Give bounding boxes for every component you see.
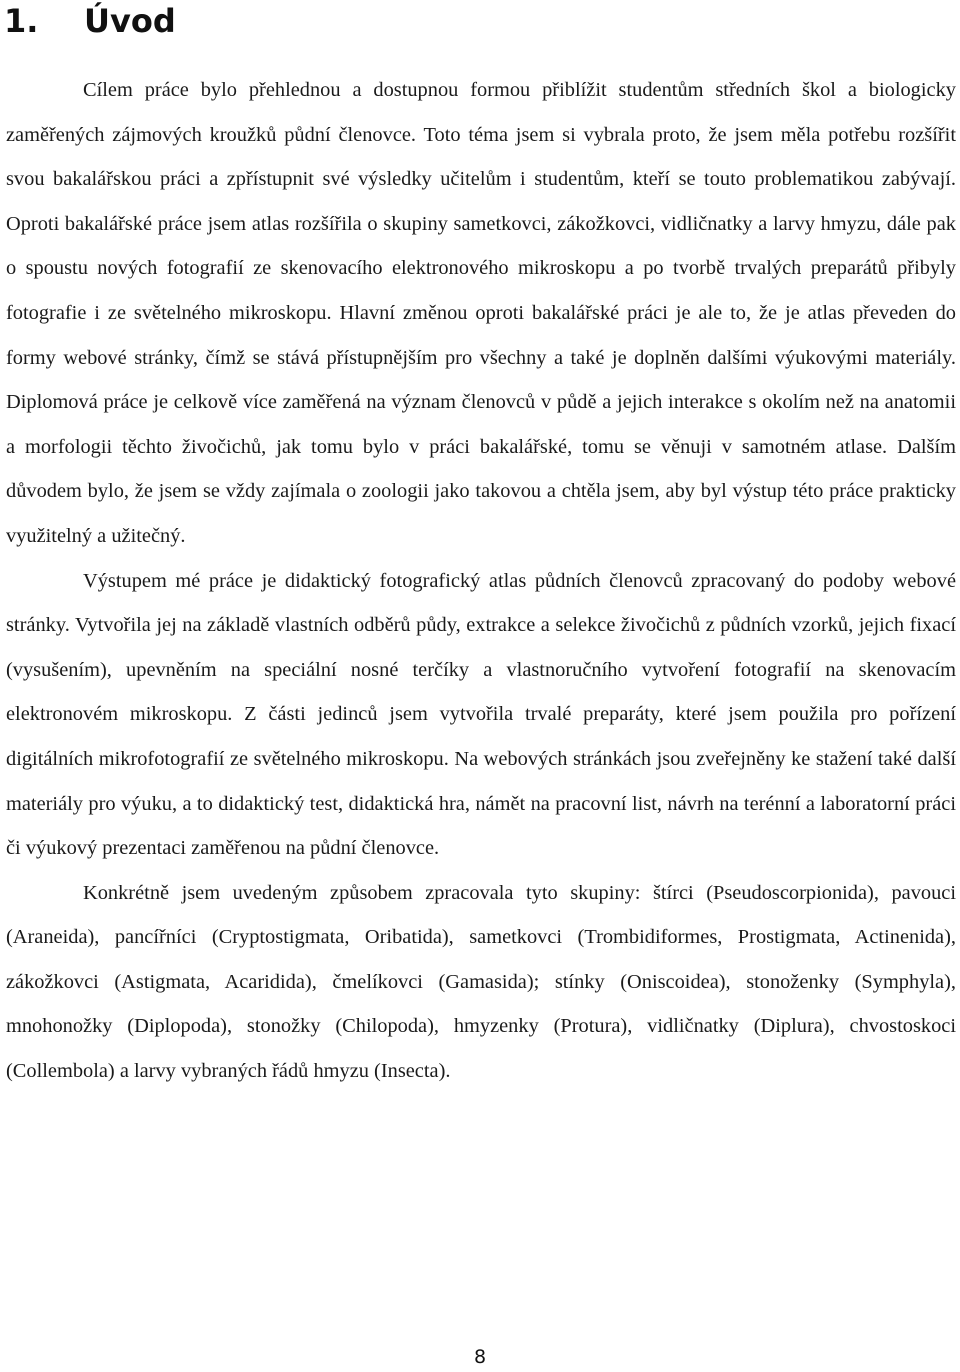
paragraph-1: Cílem práce bylo přehlednou a dostupnou formou přiblížit studentům středních škol a biologicky zaměřených zájmových kroužků půdní členovce. Toto téma jsem si vybrala proto, že jsem měla potřebu rozšířit svou bakalářskou práci a zpřístupnit své výsledky učitelům i studentům, kteří se touto problematikou zabývají. Oproti bakalářské práce jsem atlas rozšířila o skupiny sametkovci, zákožkovci, vidličnatky a larvy hmyzu, dále pak o spoustu nových fotografií ze skenovacího elektronového mikroskopu a po tvorbě trvalých preparátů přibyly fotografie i ze světelného mikroskopu. Hlavní změnou oproti bakalářské práci je ale to, že je atlas převeden do formy webové stránky, čímž se stává přístupnějším pro všechny a také je doplněn dalšími výukovými materiály. Diplomová práce je celkově více zaměřená na význam členovců v půdě a jejich interakce s okolím než na anatomii a morfologii těchto živočichů, jak tomu bylo v práci bakalářské, tomu se věnuji v samotném atlase. Dalším důvodem bylo, že jsem se vždy zajímala o zoologii jako takovou a chtěla jsem, aby byl výstup této práce prakticky využitelný a užitečný. <box>6 79 956 547</box>
page-number: 8 <box>473 1346 487 1368</box>
chapter-number: 1. <box>4 2 39 40</box>
paragraph-3: Konkrétně jsem uvedeným způsobem zpracovala tyto skupiny: štírci (Pseudoscorpionida), pavouci (Araneida), pancířníci (Cryptostigmata, Oribatida), sametkovci (Trombidiformes, Prostigmata, Actinenida), zákožkovci (Astigmata, Acaridida), čmelíkovci (Gamasida); stínky (Oniscoidea), stonoženky (Symphyla), mnohonožky (Diplopoda), stonožky (Chilopoda), hmyzenky (Protura), vidličnatky (Diplura), chvostoskoci (Collembola) a larvy vybraných řádů hmyzu (Insecta). <box>6 881 956 1083</box>
paragraph-2: Výstupem mé práce je didaktický fotografický atlas půdních členovců zpracovaný do podoby webové stránky. Vytvořila jej na základě vlastních odběrů půdy, extrakce a selekce živočichů z půdních vzorků, jejich fixací (vysušením), upevněním na speciální nosné terčíky a vlastnoručního vytvoření fotografií na skenovacím elektronovém mikroskopu. Z části jedinců jsem vytvořila trvalé preparáty, které jsem použila pro pořízení digitálních mikrofotografií ze světelného mikroskopu. Na webových stránkách jsou zveřejněny ke stažení také další materiály pro výuku, a to didaktický test, didaktická hra, námět na pracovní list, návrh na terénní a laboratorní práci či výukový prezentaci zaměřenou na půdní členovce. <box>6 569 956 860</box>
chapter-heading <box>4 0 176 42</box>
chapter-title: Úvod <box>84 2 176 40</box>
body-text <box>6 68 956 1094</box>
